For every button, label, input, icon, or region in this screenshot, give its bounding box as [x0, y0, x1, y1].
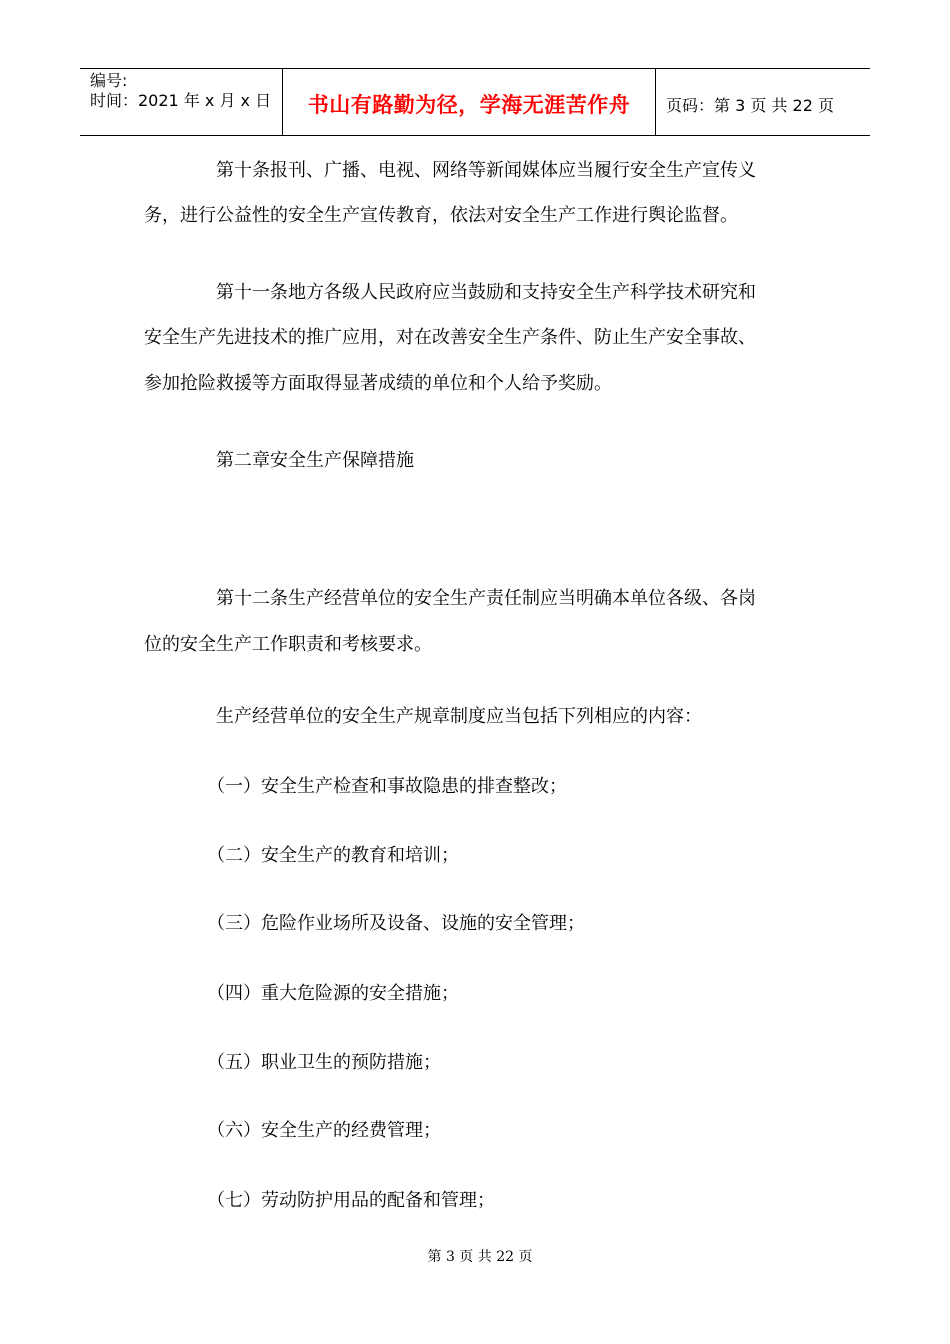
list-item	[144, 1190, 824, 1212]
header-page-label: 页码：第 3 页 共 22 页	[666, 95, 834, 115]
chapter-heading	[144, 450, 824, 472]
list-item	[144, 776, 824, 798]
text-line: （一）安全生产检查和事故隐患的排查整改；	[144, 776, 567, 797]
list-item	[144, 913, 824, 935]
text-line: （六）安全生产的经费管理；	[144, 1120, 441, 1141]
text-line: 位的安全生产工作职责和考核要求。	[144, 634, 432, 655]
text-line: 务，进行公益性的安全生产宣传教育，依法对安全生产工作进行舆论监督。	[144, 205, 738, 226]
text-line: （四）重大危险源的安全措施；	[144, 983, 459, 1004]
list-item	[144, 983, 824, 1005]
page-footer: 第 3 页 共 22 页	[427, 1249, 533, 1265]
page-header	[80, 68, 870, 136]
header-meta	[80, 69, 282, 135]
list-item	[144, 1120, 824, 1142]
text-line: （五）职业卫生的预防措施；	[144, 1052, 441, 1073]
paragraph-rules-intro	[144, 706, 824, 728]
time-label: 时间：2021 年 x 月 x 日	[90, 91, 272, 110]
text-line: 参加抢险救援等方面取得显著成绩的单位和个人给予奖励。	[144, 373, 612, 394]
text-line: （三）危险作业场所及设备、设施的安全管理；	[144, 913, 585, 934]
header-motto: 书山有路勤为径，学海无涯苦作舟	[282, 69, 656, 135]
paragraph-article-12	[144, 588, 824, 656]
paragraph-article-10	[144, 160, 824, 227]
text-line: 第十二条生产经营单位的安全生产责任制应当明确本单位各级、各岗	[144, 588, 756, 609]
text-line: （二）安全生产的教育和培训；	[144, 845, 459, 866]
text-line: 第十一条地方各级人民政府应当鼓励和支持安全生产科学技术研究和	[144, 282, 756, 303]
text-line: （七）劳动防护用品的配备和管理；	[144, 1190, 495, 1211]
text-line: 第二章安全生产保障措施	[144, 450, 414, 471]
list-item	[144, 845, 824, 867]
text-line: 安全生产先进技术的推广应用，对在改善安全生产条件、防止生产安全事故、	[144, 327, 756, 348]
text-line: 生产经营单位的安全生产规章制度应当包括下列相应的内容：	[144, 706, 702, 727]
text-line: 第十条报刊、广播、电视、网络等新闻媒体应当履行安全生产宣传义	[144, 160, 756, 181]
list-item	[144, 1052, 824, 1074]
paragraph-article-11	[144, 282, 824, 395]
number-label: 编号:	[90, 71, 128, 90]
